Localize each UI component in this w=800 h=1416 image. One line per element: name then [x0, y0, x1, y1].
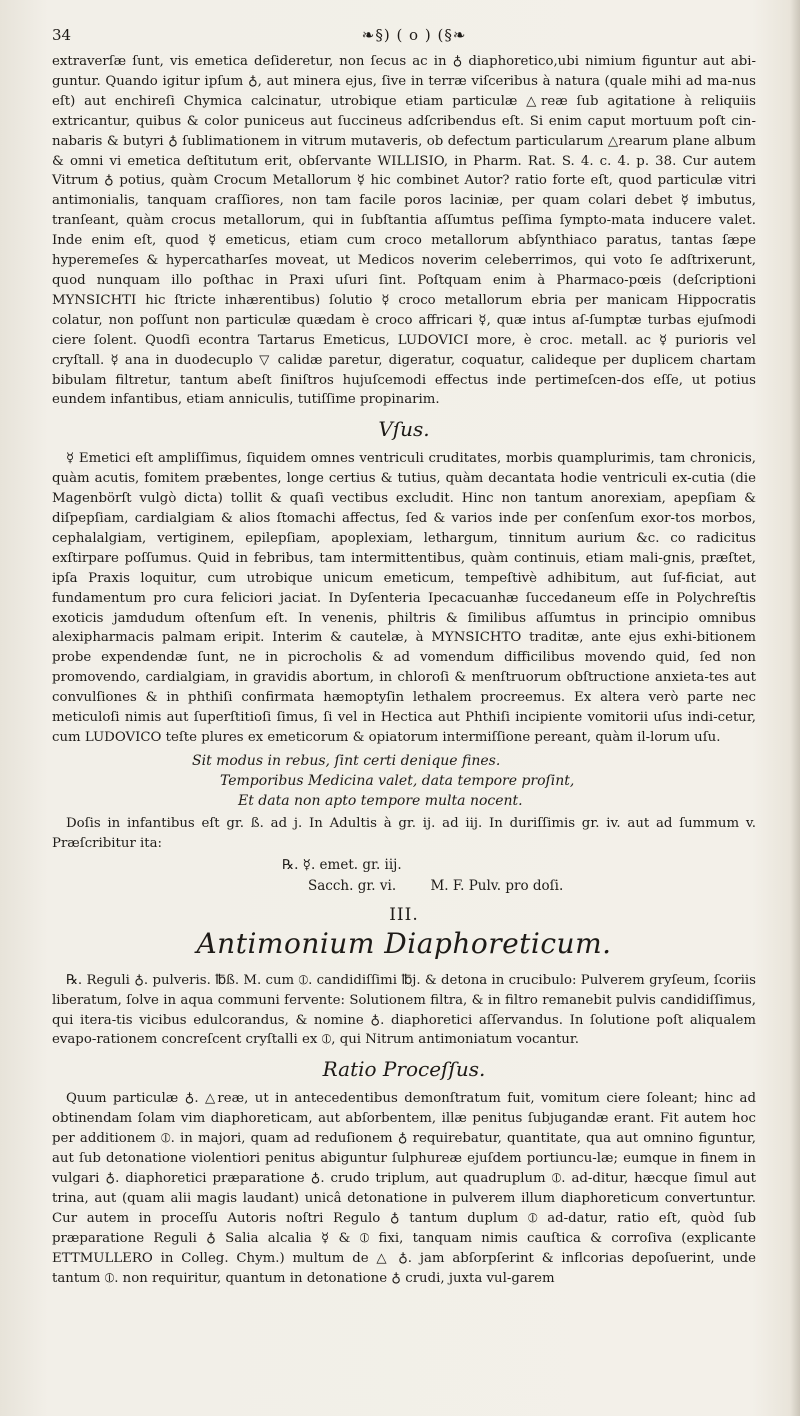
verse-line-2: Temporibus Medicina valet, data tempore proſint, — [220, 772, 575, 789]
section-number: III. — [389, 904, 419, 925]
paragraph-ratio: Quum particulæ ♁. △reæ, ut in antecedentibus demonſtratum fuit, vomitum ciere ſoleant; hinc ad obtinendam ſolam vim diaphoreticam, aut abſorbentem, illæ penitus ſubjugandæ erant. Fit autem hoc per additionem ⦶. in majori, quam ad reduſionem ♁ requirebatur, quantitate, qua aut omnino figuntur, aut ſub detonatione violentiori penitus abiguntur ſulphureæ ejuſdem portiuncu-læ; eumque in finem in vulgari ♁. diaphoretici præparatione ♁. crudo triplum, aut quadruplum ⦶. ad-ditur, hæcque ſimul aut trina, aut (quam alii magis laudant) unicâ detonatione in pulverem illum diaphoreticum convertuntur. Cur autem in proceſſu Autoris noſtri Regulo ♁ tantum duplum ⦶ ad-datur, ratio eſt, quòd ſub præparatione Reguli ♁ Salia alcalia ☿ & ⦶ fixi, tanquam nimis cauſtica & corroſiva (explicante ETTMULLERO in Colleg. Chym.) multum de △ ♁. jam abſorpſerint & inflcorias depoſuerint, unde tantum ⦶. non requiritur, quantum in detonatione ♁ crudi, juxta vul-garem — [52, 1091, 756, 1286]
page-number: 34 — [52, 26, 72, 44]
prescription-line-2 — [52, 876, 756, 897]
paragraph-usus: ☿ Emetici eſt ampliſſimus, ſiquidem omnes ventriculi cruditates, morbis quamplurimis, tam chronicis, quàm acutis, fomitem præbentes, longe certius & tutius, quàm decantata hodie ventriculi ex-cutia (die Magenbörſt vulgò dicta) tollit & quaſi vectibus excludit. Hinc non tantum anorexiam, apepſiam & diſpepſiam, cardialgiam & alios ſtomachi affectus, ſed & varios inde per conſenſum exor-tos morbos, cephalalgiam, vertiginem, epilepſiam, apoplexiam, lethargum, tinnitum aurium &c. co radicitus exſtirpare poſſumus. Quid in febribus, tam intermittentibus, quàm continuis, etiam mali-gnis, præſtet, ipſa Praxis loquitur, cum utrobique unicum emeticum, tempeſtivè adhibitum, aut ſuf-ficiat, aut fundamentum pro cura feliciori jaciat. In Dyſenteria Ipecacuanhæ ſuccedaneum eſſe in Polychreſtis exoticis jamdudum oſtenſum eſt. In venenis, philtris & ſimilibus aſſumtus in principio omnibus alexipharmacis palmam eripit. Interim & cautelæ, à MYNSICHTO traditæ, ante ejus exhi-bitionem probe expendendæ ſunt, ne in picrocholis & ad vomendum difficilibus movendo quid, ſed non promovendo, cardialgiam, in gravidis abortum, in chloroſi & menſtruorum obſtructione anxieta-tes aut convulſiones & in phthiſi confirmata hæmoptyſin lethalem procreemus. Ex altera verò parte nec meticuloſi nimis aut ſuperſtitioſi ſimus, ſi vel in Hectica aut Phthiſi incipiente vomitorii uſus indi-cetur, cum LUDOVICO teſte plures ex emeticorum & opiatorum intermiſſione pereant, quàm il-lorum uſu. — [52, 451, 756, 745]
paragraph-1: extraverſæ ſunt, vis emetica deſideretur, non ſecus ac in ♁ diaphoretico,ubi nimium figuntur aut abi-guntur. Quando igitur ipſum ♁, aut minera ejus, ſive in terræ viſceribus à natura (quale mihi ad ma-nus eſt) aut enchireſi Chymica calcinatur, utrobique etiam particulæ △reæ ſub agitatione à reliquiis extricantur, quibus & color puniceus aut ſuccineus adſcribendus eſt. Si enim caput mortuum poſt cin-nabaris & butyri ♁ ſublimationem in vitrum mutaveris, ob defectum particularum △rearum plane album & omni vi emetica deſtitutum erit, obſervante WILLISIO, in Pharm. Rat. S. 4. c. 4. p. 38. Cur autem Vitrum ♁ potius, quàm Crocum Metallorum ☿ hic combinet Autor? ratio forte eſt, quod particulæ vitri antimonialis, tanquam craſſiores, non tam facile poros laciniæ, per quam colari debet ☿ imbutus, tranſeant, quàm crocus metallorum, qui in ſubſtantia aſſumtus peſſima ſympto-mata inducere valet. Inde enim eſt, quod ☿ emeticus, etiam cum croco metallorum abſynthiaco paratus, tantas ſæpe hyperemeſes & hypercatharſes moveat, ut Medicos noverim celeberrimos, qui voto ſe adſtrixerunt, quod nunquam illo poſthac in Praxi uſuri ſint. Poſtquam enim à Pharmaco-pœis (deſcriptioni MYNSICHTI hic ſtricte inhærentibus) ſolutio ☿ croco metallorum ebria per manicam Hippocratis colatur, non poſſunt non particulæ quædam è croco affricari ☿, quæ intus aſ-ſumptæ turbas ejuſmodi ciere ſolent. Quodſi econtra Tartarus Emeticus, LUDOVICI more, è croc. metall. ac ☿ purioris vel cryſtall. ☿ ana in duodecuplo ▽ calidæ paretur, digeratur, coquatur, calideque per duplicem chartam bibulam filtretur, tantum abeſt ſiniſtros hujuſcemodi effectus inde pertimeſcen-dos eſſe, ut potius eundem infantibus, etiam anniculis, tutiſſime propinarim. — [52, 54, 756, 408]
running-header — [52, 26, 756, 50]
prescription — [52, 855, 756, 897]
paragraph-recipe: ℞. Reguli ♁. pulveris. ℔ß. M. cum ⦶. candidiſſimi ℔j. & detona in crucibulo: Pulverem gryſeum, ſcoriis liberatum, ſolve in aqua communi fervente: Solutionem filtra, & in filtro remanebit pulvis candidiſſimus, qui itera-tis vicibus edulcorandus, & nomine ♁. diaphoretici aſſervandus. In ſolutione poſt aliqualem evapo-rationem concreſcent cryſtalli ex ⦶, qui Nitrum antimoniatum vocantur. — [52, 972, 756, 1048]
usus-heading: Vſus. — [378, 417, 430, 442]
verse-block — [52, 751, 756, 811]
verse-line-3: Et data non apto tempore multa nocent. — [238, 792, 523, 809]
prescription-line-1: ℞. ☿. emet. gr. iij. — [282, 856, 402, 873]
ratio-heading: Ratio Proceſſus. — [322, 1057, 486, 1082]
paragraph-dosis: Doſis in infantibus eſt gr. ß. ad j. In Adultis à gr. ij. ad iij. In duriſſimis gr. iv. aut ad ſummum v. Præſcribitur ita: — [52, 815, 756, 851]
prescription-signa: M. F. Pulv. pro doſi. — [430, 877, 564, 894]
prescription-sugar: Sacch. gr. vi. — [308, 877, 397, 894]
verse-line-1: Sit modus in rebus, ſint certi denique fines. — [192, 752, 501, 769]
section-title: Antimonium Diaphoreticum. — [196, 926, 612, 960]
running-title-ornament: ❧§) ( o ) (§❧ — [361, 26, 467, 44]
